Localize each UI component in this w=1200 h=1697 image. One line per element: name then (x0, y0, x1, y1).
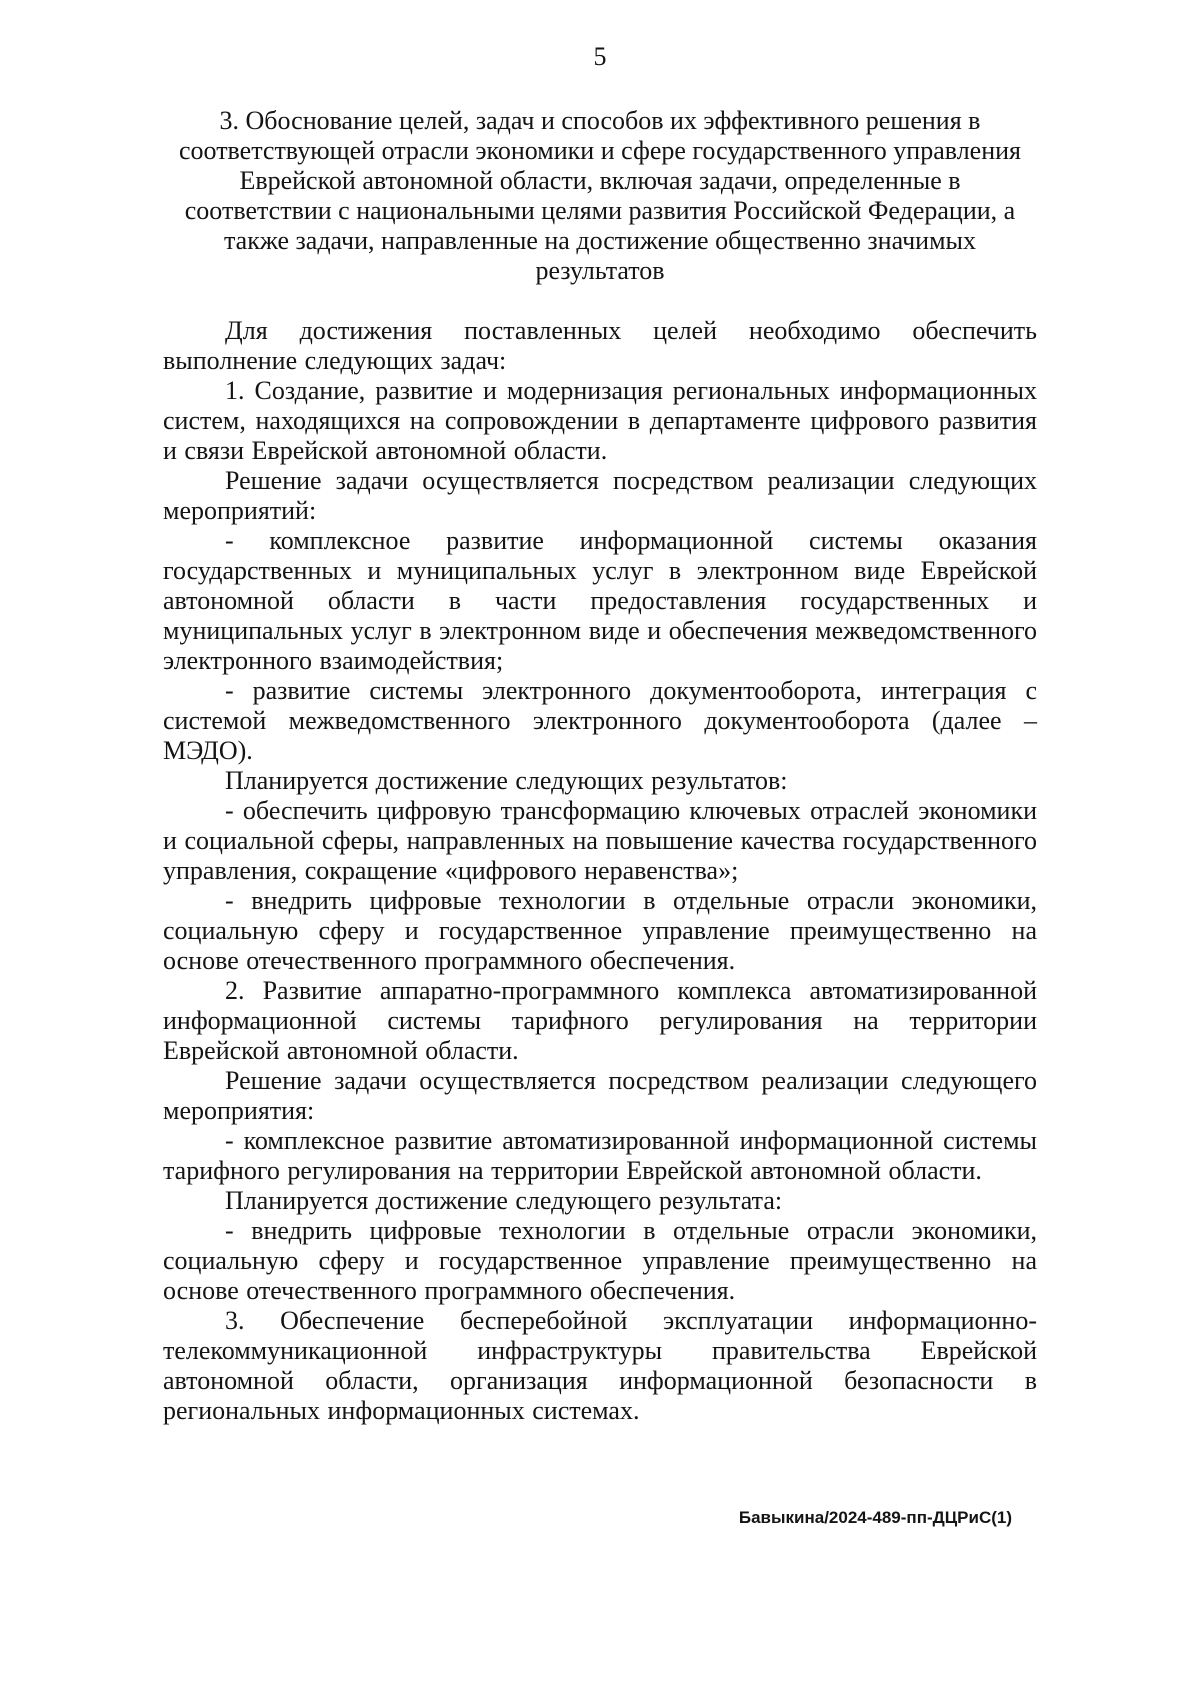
page-number: 5 (593, 42, 607, 71)
footer-annotation: Бавыкина/2024-489-пп-ДЦРиС(1) (738, 1508, 1012, 1527)
body-paragraph: - внедрить цифровые технологии в отдельные отрасли экономики, социальную сферу и государственное управление преимущественно на основе отечественного программного обеспечения. (163, 886, 1037, 975)
body-paragraph: - развитие системы электронного документооборота, интеграция с системой межведомственного электронного документооборота (далее – МЭДО). (163, 676, 1037, 765)
body-paragraph: Планируется достижение следующего результата: (225, 1186, 783, 1215)
document-content (163, 106, 1037, 1426)
body-paragraph: Решение задачи осуществляется посредством реализации следующих мероприятий: (163, 466, 1037, 525)
body-paragraph: - комплексное развитие автоматизированной информационной системы тарифного регулирования на территории Еврейской автономной области. (163, 1126, 1037, 1185)
body-paragraph: Для достижения поставленных целей необходимо обеспечить выполнение следующих задач: (163, 316, 1037, 375)
body-paragraph: Планируется достижение следующих результатов: (225, 766, 788, 795)
body-paragraph: Решение задачи осуществляется посредством реализации следующего мероприятия: (163, 1066, 1037, 1125)
body-paragraph: 2. Развитие аппаратно-программного комплекса автоматизированной информационной системы тарифного регулирования на территории Еврейской автономной области. (163, 976, 1037, 1065)
body-paragraph: - обеспечить цифровую трансформацию ключевых отраслей экономики и социальной сферы, направленных на повышение качества государственного управления, сокращение «цифрового неравенства»; (163, 796, 1037, 885)
body-paragraph: 3. Обеспечение бесперебойной эксплуатации информационно-телекоммуникационной инфраструктуры правительства Еврейской автономной области, организация информационной безопасности в региональных информационных системах. (163, 1306, 1037, 1425)
body-text (163, 316, 1037, 1426)
body-paragraph: 1. Создание, развитие и модернизация региональных информационных систем, находящихся на сопровождении в департаменте цифрового развития и связи Еврейской автономной области. (163, 376, 1037, 465)
section-heading: 3. Обоснование целей, задач и способов их эффективного решения в соответствующей отрасли экономики и сфере государственного управления Еврейской автономной области, включая задачи, определенные в соответствии с национальными целями развития Российской Федерации, а также задачи, направленные на достижение общественно значимых результатов (179, 106, 1021, 285)
body-paragraph: - комплексное развитие информационной системы оказания государственных и муниципальных услуг в электронном виде Еврейской автономной области в части предоставления государственных и муниципальных услуг в электронном виде и обеспечения межведомственного электронного взаимодействия; (163, 526, 1037, 675)
body-paragraph: - внедрить цифровые технологии в отдельные отрасли экономики, социальную сферу и государственное управление преимущественно на основе отечественного программного обеспечения. (163, 1216, 1037, 1305)
